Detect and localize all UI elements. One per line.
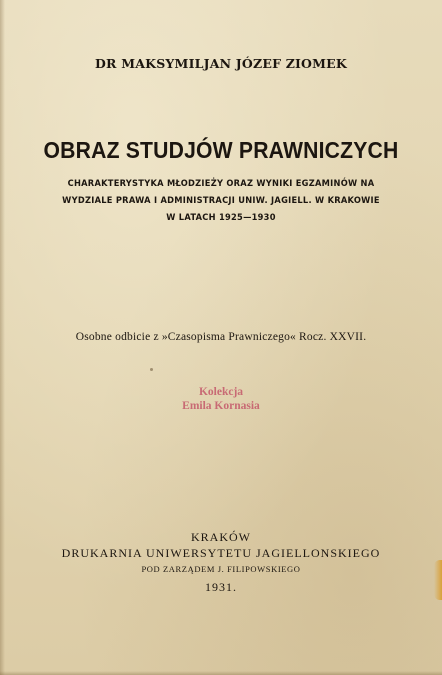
offprint-note: Osobne odbicie z »Czasopisma Prawniczego« Rocz. XXVII. (75, 331, 367, 343)
imprint-year: 1931. (205, 580, 237, 594)
collection-stamp-line-2: Emila Kornasia (182, 400, 260, 412)
subtitle-line-1: CHARAKTERYSTYKA MŁODZIEŻY ORAZ WYNIKI EGZAMINÓW NA (67, 178, 375, 189)
imprint-printer: DRUKARNIA UNIWERSYTETU JAGIELLONSKIEGO (61, 546, 381, 560)
subtitle-line-3: W LATACH 1925—1930 (166, 212, 276, 223)
book-title: OBRAZ STUDJÓW PRAWNICZYCH (43, 137, 399, 163)
author-name: DR MAKSYMILJAN JÓZEF ZIOMEK (95, 56, 347, 71)
imprint-management: POD ZARZĄDEM J. FILIPOWSKIEGO (141, 564, 301, 574)
imprint-city: KRAKÓW (191, 530, 251, 544)
subtitle-line-2: WYDZIALE PRAWA I ADMINISTRACJI UNIW. JAGIELL. W KRAKOWIE (62, 195, 380, 206)
page-bottom-shadow (0, 671, 442, 675)
ink-speck (150, 368, 153, 371)
collection-stamp-line-1: Kolekcja (198, 386, 244, 398)
